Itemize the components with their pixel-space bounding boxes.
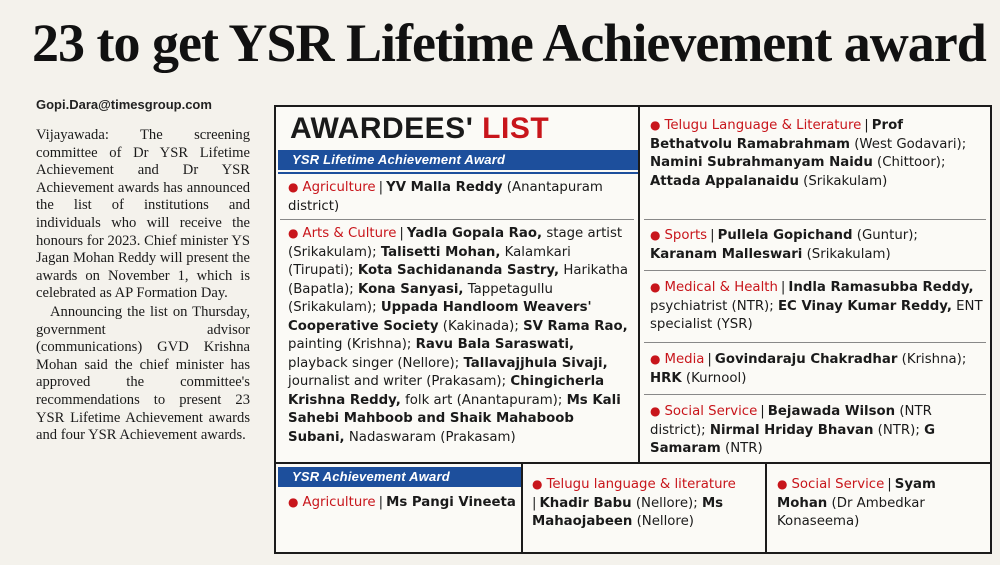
bullet-icon: ● (288, 495, 299, 509)
bottom-divider-1 (521, 464, 523, 552)
entry-media: ● Media | Govindaraju Chakradhar (Krishna); HRK (Kurnool) (650, 352, 967, 386)
entry-achievement-telugu: ● Telugu language & literature | Khadir Babu (Nellore); Ms Mahaojabeen (Nellore) (532, 477, 736, 529)
bullet-icon: ● (650, 352, 661, 366)
entry-sports: ● Sports | Pullela Gopichand (Guntur); Karanam Malleswari (Srikakulam) (650, 228, 918, 262)
entry-rule (644, 394, 986, 395)
awardee-detail: (Srikakulam) (803, 173, 888, 189)
entry-arts-culture: ● Arts & Culture | Yadla Gopala Rao, stage artist (Srikakulam); Talisetti Mohan, Kalamkari (Tirupati); Kota Sachidananda Sastry, Harikatha (Bapatla); Kona Sanyasi, Tappetagullu (Srikakulam); Uppada Handloom Weavers' Cooperative Society (Kakinada); SV Rama Rao, painting (Krishna); Ravu Bala Saraswati, playback singer (Nellore); Tallavajjhula Sivaji, journalist and writer (Prakasam); Chingicherla Krishna Reddy, folk art (Anantapuram); Ms Kali Sahebi Mahboob and Shaik Mahaboob Subani, Nadaswaram (Prakasam) (288, 226, 629, 445)
bullet-icon: ● (288, 226, 299, 240)
awardee-detail: Tappetagullu (Srikakulam); (288, 281, 553, 315)
category-label: Telugu Language & Literature (664, 118, 862, 133)
entry-rule (644, 219, 986, 220)
awardee-name: Pullela Gopichand (717, 228, 853, 243)
bullet-icon: ● (532, 477, 543, 491)
awardee-name: Karanam Malleswari (650, 246, 803, 262)
awardee-name: Ms Mahaojabeen (532, 495, 724, 529)
awardee-detail: psychiatrist (NTR); (650, 298, 774, 314)
awardee-detail: (Nellore); (635, 495, 698, 511)
awardee-detail: (Dr Ambedkar Konaseema) (777, 495, 925, 529)
entry-achievement-social-service: ● Social Service | Syam Mohan (Dr Ambedkar Konaseema) (777, 477, 936, 529)
band-rule (278, 172, 638, 174)
awardee-name: Kota Sachidananda Sastry, (357, 263, 560, 278)
awardee-detail: (NTR district); (650, 404, 932, 438)
category-label: Sports (664, 228, 708, 243)
awardee-name: YV Malla Reddy (386, 180, 503, 195)
awardee-detail: (Kurnool) (685, 370, 747, 386)
entry-rule (644, 270, 986, 271)
awardee-name: Khadir Babu (539, 495, 632, 511)
list-title-black: AWARDEES' (290, 112, 474, 145)
awardee-name: Attada Appalanaidu (650, 173, 799, 189)
dateline: Vijayawada: (36, 127, 109, 143)
article-paragraph-2: Announcing the list on Thursday, government advisor (communications) GVD Krishna Mohan said the chief minister has approved the committee's recommendations to present 23 YSR Lifetime Achievement awards and four YSR Achievement awards. (36, 303, 250, 444)
headline: 23 to get YSR Lifetime Achievement award (32, 13, 986, 73)
awardee-name: EC Vinay Kumar Reddy, (777, 298, 952, 314)
awardee-detail: (NTR); (877, 422, 920, 438)
awardee-detail: (Anantapuram district) (288, 180, 603, 214)
article-paragraph-1 (36, 127, 250, 303)
category-label: Arts & Culture (302, 226, 397, 241)
awardee-detail: playback singer (Nellore); (288, 355, 460, 371)
awardee-name: Tallavajjhula Sivaji, (463, 355, 608, 371)
awardee-name: Nirmal Hriday Bhavan (709, 422, 874, 438)
byline: Gopi.Dara@timesgroup.com (36, 97, 212, 112)
awardee-name: Namini Subrahmanyam Naidu (650, 155, 873, 170)
awardee-detail: Nadaswaram (Prakasam) (348, 429, 516, 445)
entry-rule (280, 219, 634, 220)
awardee-name: Uppada Handloom Weavers' Cooperative Society (288, 300, 592, 334)
awardee-detail: (Chittoor); (877, 155, 946, 170)
list-title-red: LIST (482, 112, 550, 145)
entry-medical-health: ● Medical & Health | Indla Ramasubba Reddy, psychiatrist (NTR); EC Vinay Kumar Reddy, ENT specialist (YSR) (650, 280, 983, 332)
awardee-detail: (NTR) (725, 441, 763, 456)
paragraph-1-text: The screening committee of Dr YSR Lifetime Achievement and Dr YSR Achievement awards has announced the list of institutions and individuals who will receive the honours for 2023. Chief minister YS Jagan Mohan Reddy will present the awards on November 1, which is celebrated as AP Formation Day. (36, 127, 250, 302)
bullet-icon: ● (288, 180, 299, 194)
awardee-detail: stage artist (Srikakulam); (288, 226, 623, 260)
category-label: Agriculture (302, 495, 376, 510)
section-divider (276, 462, 990, 464)
awardee-name: HRK (650, 370, 682, 386)
awardee-detail: (Srikakulam) (806, 246, 891, 262)
awardee-name: Govindaraju Chakradhar (714, 352, 898, 367)
entry-agriculture: ● Agriculture | YV Malla Reddy (Anantapuram district) (288, 180, 603, 214)
awardee-name: Kona Sanyasi, (358, 281, 464, 297)
achievement-award-band: YSR Achievement Award (278, 467, 521, 487)
bullet-icon: ● (650, 280, 661, 294)
entry-social-service: ● Social Service | Bejawada Wilson (NTR district); Nirmal Hriday Bhavan (NTR); G Samaram (NTR) (650, 404, 935, 456)
awardee-detail: (Krishna); (901, 352, 967, 367)
awardee-name: Chingicherla Krishna Reddy, (288, 374, 605, 408)
category-label: Telugu language & literature (546, 477, 736, 492)
bullet-icon: ● (650, 404, 661, 418)
lifetime-award-band: YSR Lifetime Achievement Award (278, 150, 638, 170)
entry-achievement-agriculture: ● Agriculture | Ms Pangi Vineeta (288, 495, 516, 510)
category-label: Media (664, 352, 705, 367)
awardee-name: Prof Bethatvolu Ramabrahmam (650, 118, 904, 152)
awardee-name: G Samaram (650, 422, 935, 456)
entry-telugu-literature: ● Telugu Language & Literature | Prof Bethatvolu Ramabrahmam (West Godavari); Namini Subrahmanyam Naidu (Chittoor); Attada Appalanaidu (Srikakulam) (650, 118, 967, 189)
awardee-name: Bejawada Wilson (767, 404, 896, 419)
awardee-detail: (Nellore) (636, 514, 694, 529)
bullet-icon: ● (650, 118, 661, 132)
awardee-detail: (Kakinada); (442, 318, 519, 334)
awardee-name: SV Rama Rao, (523, 318, 628, 334)
awardee-detail: (West Godavari); (854, 136, 967, 152)
article-body (36, 127, 250, 446)
awardee-name: Ms Pangi Vineeta (386, 495, 516, 510)
bullet-icon: ● (777, 477, 788, 491)
category-label: Social Service (664, 404, 758, 419)
entry-rule (644, 342, 986, 343)
awardee-name: Ms Kali Sahebi Mahboob and Shaik Mahaboob Subani, (288, 392, 621, 445)
bottom-divider-2 (765, 464, 767, 552)
awardee-name: Talisetti Mohan, (380, 244, 501, 260)
awardee-detail: (Guntur); (856, 228, 918, 243)
category-label: Agriculture (302, 180, 376, 195)
awardee-detail: folk art (Anantapuram); (405, 392, 563, 408)
bullet-icon: ● (650, 228, 661, 242)
awardee-detail: journalist and writer (Prakasam); (288, 374, 507, 389)
awardee-detail: Harikatha (Bapatla); (288, 263, 629, 297)
category-label: Social Service (791, 477, 885, 492)
awardee-name: Syam Mohan (777, 477, 936, 511)
awardee-detail: Kalamkari (Tirupati); (288, 244, 571, 278)
awardee-detail: painting (Krishna); (288, 337, 412, 352)
column-divider (638, 107, 640, 463)
awardee-name: Yadla Gopala Rao, (406, 226, 543, 241)
list-title (290, 112, 549, 146)
awardee-name: Ravu Bala Saraswati, (415, 337, 575, 352)
awardee-name: Indla Ramasubba Reddy, (788, 280, 974, 295)
category-label: Medical & Health (664, 280, 778, 295)
awardee-detail: ENT specialist (YSR) (650, 298, 983, 332)
